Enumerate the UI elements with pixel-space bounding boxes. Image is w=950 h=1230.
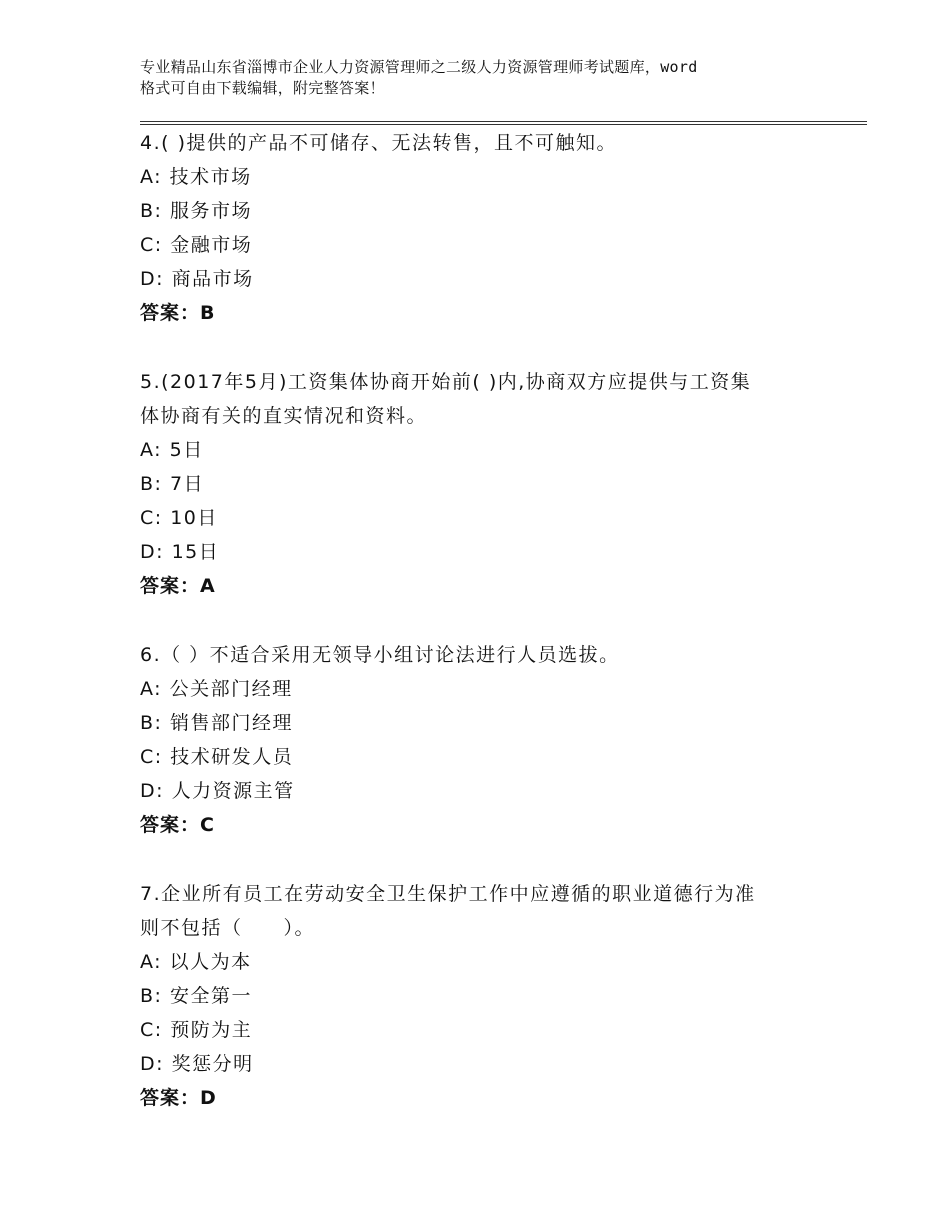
option-b: B: 7日 — [140, 473, 205, 495]
option-a: A: 5日 — [140, 439, 204, 461]
option-b: B: 销售部门经理 — [140, 712, 293, 734]
option-c: C: 技术研发人员 — [140, 746, 294, 768]
answer-label: 答案：A — [140, 575, 216, 597]
option-c: C: 金融市场 — [140, 234, 253, 256]
option-d: D: 商品市场 — [140, 268, 254, 290]
question-line: 7.企业所有员工在劳动安全卫生保护工作中应遵循的职业道德行为准 — [140, 883, 756, 905]
header-divider-top — [140, 121, 867, 122]
answer-label: 答案：D — [140, 1087, 217, 1109]
option-d: D: 15日 — [140, 541, 220, 563]
question-line: 体协商有关的直实情况和资料。 — [140, 405, 428, 427]
question-4 — [140, 126, 860, 330]
question-line: 6.（ ）不适合采用无领导小组讨论法进行人员选拔。 — [140, 644, 620, 666]
question-text — [140, 365, 860, 433]
option-b: B: 服务市场 — [140, 200, 252, 222]
option-a: A: 以人为本 — [140, 951, 252, 973]
question-line: 则不包括（ ）。 — [140, 917, 316, 939]
question-text — [140, 877, 860, 945]
header-line-2: 格式可自由下载编辑，附完整答案！ — [140, 79, 385, 97]
header-line-1: 专业精品山东省淄博市企业人力资源管理师之二级人力资源管理师考试题库，word — [140, 58, 698, 76]
option-c: C: 10日 — [140, 507, 218, 529]
question-text — [140, 638, 860, 672]
question-line: 5.(2017年5月)工资集体协商开始前( )内,协商双方应提供与工资集 — [140, 371, 752, 393]
answer-label: 答案：C — [140, 814, 215, 836]
option-d: D: 奖惩分明 — [140, 1053, 254, 1075]
header-divider-bottom — [140, 124, 867, 125]
question-7 — [140, 877, 860, 1115]
option-d: D: 人力资源主管 — [140, 780, 295, 802]
option-c: C: 预防为主 — [140, 1019, 253, 1041]
question-line: 4.( )提供的产品不可储存、无法转售，且不可触知。 — [140, 132, 617, 154]
document-header — [140, 57, 840, 99]
option-b: B: 安全第一 — [140, 985, 252, 1007]
question-5 — [140, 365, 860, 603]
option-a: A: 技术市场 — [140, 166, 252, 188]
question-6 — [140, 638, 860, 842]
answer-label: 答案：B — [140, 302, 216, 324]
question-text — [140, 126, 860, 160]
option-a: A: 公关部门经理 — [140, 678, 293, 700]
